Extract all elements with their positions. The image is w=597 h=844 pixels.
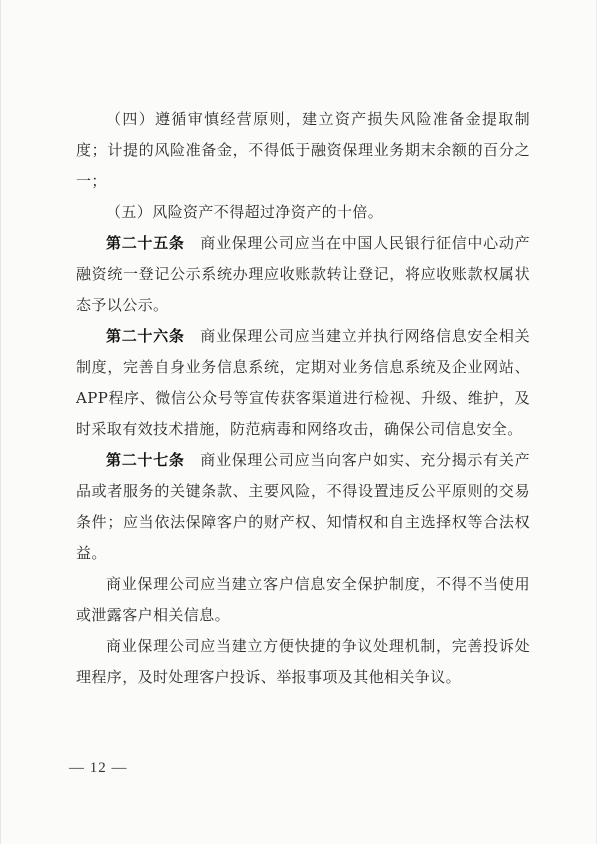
article-heading: 第二十七条 xyxy=(106,451,185,469)
paragraph-text: 商业保理公司应当在中国人民银行征信中心动产融资统一登记公示系统办理应收账款转让登记，将应收账款权属状态予以公示。 xyxy=(76,234,530,314)
paragraph-text: 商业保理公司应当建立客户信息安全保护制度，不得不当使用或泄露客户相关信息。 xyxy=(76,575,530,624)
paragraph-text: 商业保理公司应当建立方便快捷的争议处理机制，完善投诉处理程序，及时处理客户投诉、举报事项及其他相关争议。 xyxy=(76,637,530,686)
paragraph-article-25 xyxy=(76,228,530,321)
paragraph-article-26 xyxy=(76,321,530,445)
paragraph-customer-info xyxy=(76,569,530,631)
paragraph-clause-5 xyxy=(76,197,530,228)
article-heading: 第二十六条 xyxy=(106,327,185,345)
paragraph-dispute xyxy=(76,631,530,693)
paragraph-text: 商业保理公司应当向客户如实、充分揭示有关产品或者服务的关键条款、主要风险，不得设置违反公平原则的交易条件；应当依法保障客户的财产权、知情权和自主选择权等合法权益。 xyxy=(76,451,530,562)
paragraph-article-27 xyxy=(76,445,530,569)
paragraph-text: （四）遵循审慎经营原则，建立资产损失风险准备金提取制度；计提的风险准备金，不得低于融资保理业务期末余额的百分之一； xyxy=(76,110,530,190)
document-body xyxy=(76,104,530,693)
article-heading: 第二十五条 xyxy=(106,234,185,252)
paragraph-text: 商业保理公司应当建立并执行网络信息安全相关制度，完善自身业务信息系统，定期对业务信息系统及企业网站、APP程序、微信公众号等宣传获客渠道进行检视、升级、维护，及时采取有效技术措施，防范病毒和网络攻击，确保公司信息安全。 xyxy=(76,327,530,438)
paragraph-clause-4 xyxy=(76,104,530,197)
page-number: — 12 — xyxy=(69,760,128,776)
paragraph-text: （五）风险资产不得超过净资产的十倍。 xyxy=(106,203,384,221)
